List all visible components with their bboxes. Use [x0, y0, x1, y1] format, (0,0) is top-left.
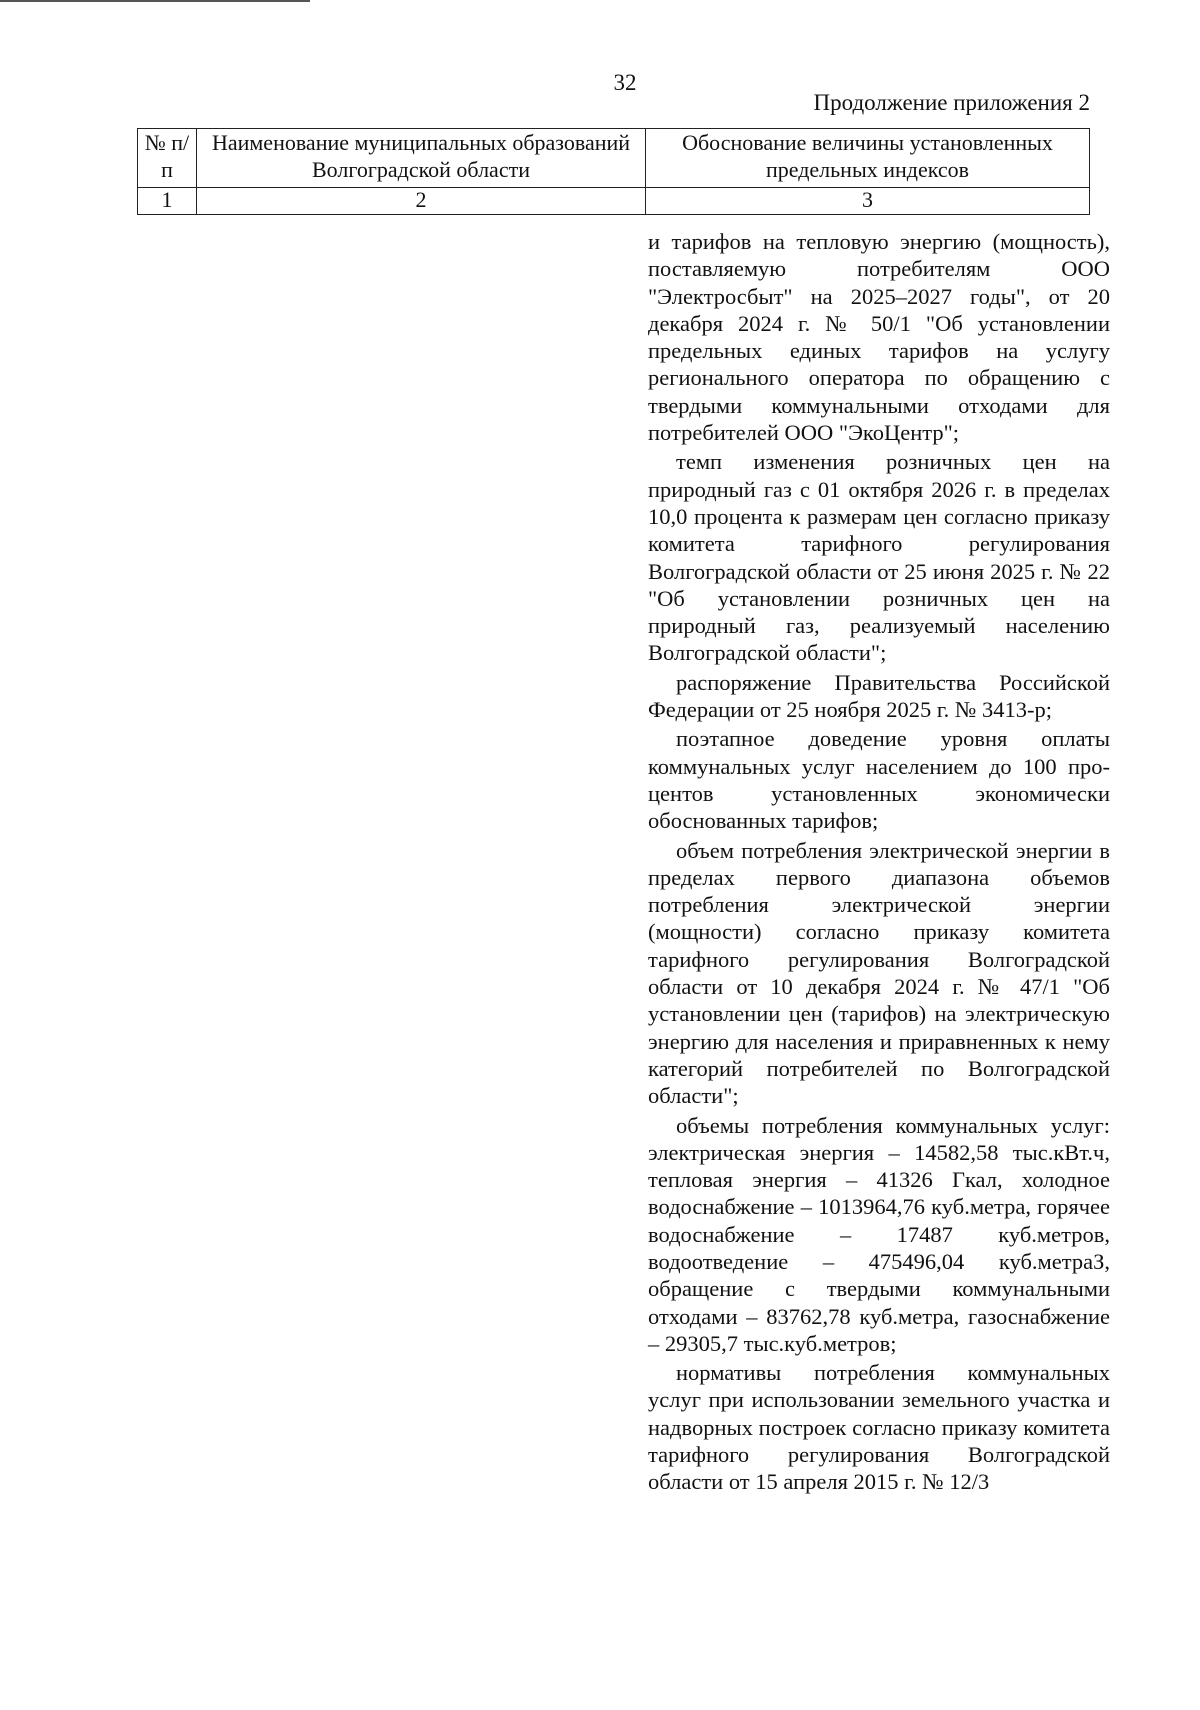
column-number-2: 2 — [197, 188, 646, 215]
column-number-3: 3 — [646, 188, 1090, 215]
paragraph-consumption-norms: нормативы потребления коммунальных услуг при использовании земельного участка и надворных построек согласно приказу комитета тарифного регулирования Волгоградской области от 15 апреля 2015 г. № 12/3 — [648, 1360, 1110, 1495]
appendix-title: Продолжение приложения 2 — [813, 90, 1090, 115]
paragraph-payment-level: поэтапное доведение уровня оплаты коммунальных услуг населением до 100 процентов установленных экономически обоснованных тарифов; — [648, 726, 1110, 834]
header-cell-number: № п/п — [138, 129, 197, 188]
scan-edge-line — [0, 0, 310, 2]
table-header-row — [138, 129, 1090, 188]
page-number: 32 — [613, 70, 637, 95]
paragraph-electricity-volume: объем потребления электрической энергии в пределах первого диапазона объемов потребления электрической энергии (мощности) согласно приказу комитета тарифного регулирования Волгоградской области от 10 декабря 2024 г. № 47/1 "Об установлении цен (тарифов) на электрическую энергию для населения и приравненных к нему категорий потребителей по Волгоградской области"; — [648, 837, 1110, 1109]
paragraph-consumption-volumes: объемы потребления коммунальных услуг: электрическая энергия – 14582,58 тыс.кВт.ч, тепловая энергия – 41326 Гкал, холодное водоснабжение – 1013964,76 куб.метра, горячее водоснабжение – 17487 куб.метров, водоотведение – 475496,04 куб.метраЗ, обращение с твердыми коммунальными отходами – 83762,78 куб.метра, газоснабжение – 29305,7 тыс.куб.метров; — [648, 1112, 1110, 1356]
header-table — [137, 128, 1090, 215]
column-number-1: 1 — [138, 188, 197, 215]
header-cell-justification: Обоснование величины установленных предельных индексов — [646, 129, 1090, 188]
justification-column-text — [648, 228, 1110, 1498]
paragraph-gas-price-rate: темп изменения розничных цен на природный газ с 01 октября 2026 г. в пределах 10,0 процента к размерам цен согласно приказу комитета тарифного регулирования Волгоградской области от 25 июня 2025 г. № 22 "Об установлении розничных цен на природный газ, реализуемый населению Волгоградской области"; — [648, 449, 1110, 666]
header-cell-municipality: Наименование муниципальных образований Волгоградской области — [197, 129, 646, 188]
table-column-numbers-row — [138, 188, 1090, 215]
paragraph-tariffs-continued: и тарифов на тепловую энергию (мощность), поставляемую потребителям ООО "Электросбыт" на 2025–2027 годы", от 20 декабря 2024 г. № 50/1 "Об установлении предельных единых тарифов на услугу регионального оператора по обращению с твердыми коммунальными отходами для потребителей ООО "ЭкоЦентр"; — [648, 229, 1110, 446]
paragraph-government-order: распоряжение Правительства Российской Федерации от 25 ноября 2025 г. № 3413-р; — [648, 669, 1110, 723]
